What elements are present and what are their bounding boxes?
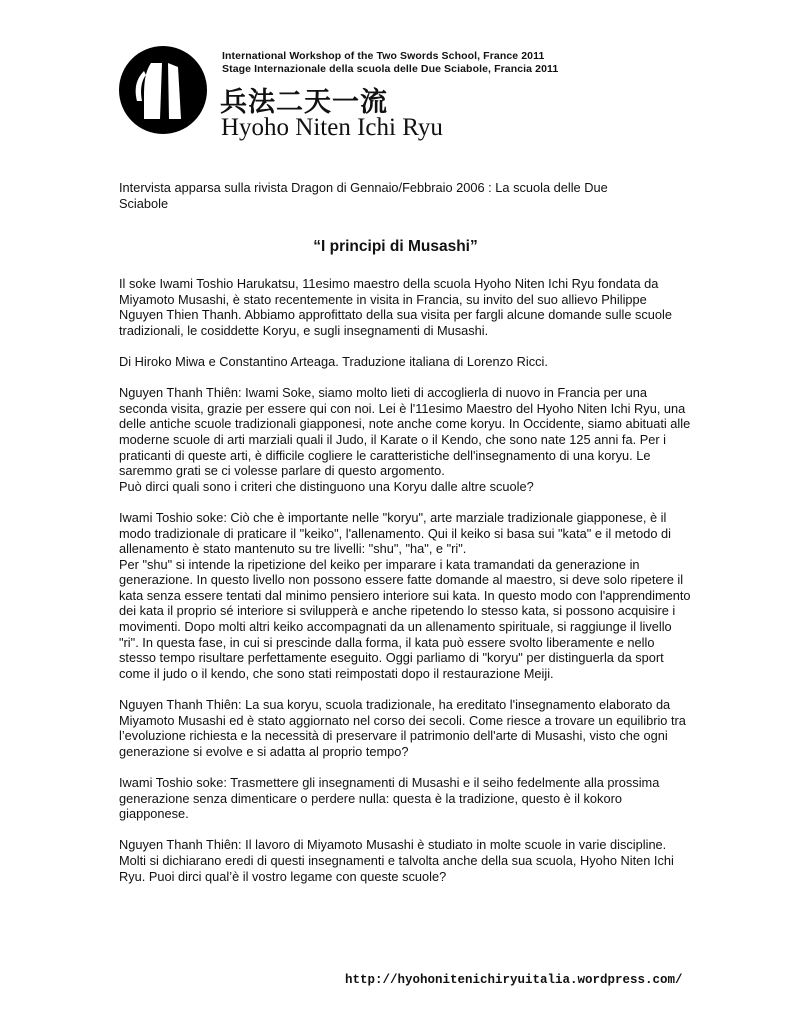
school-kanji: 兵法二天一流 bbox=[220, 87, 388, 118]
article-body bbox=[119, 276, 691, 900]
school-emblem-icon bbox=[118, 45, 208, 135]
paragraph: Nguyen Thanh Thiên: Iwami Soke, siamo molto lieti di accoglierla di nuovo in Francia per una seconda visita, grazie per essere qui con noi. Lei è l'11esimo Maestro del Hyoho Niten Ichi Ryu, una delle antiche scuole tradizionali giapponesi, note anche come koryu. In Occidente, siamo abituati alle moderne scuole di arti marziali quali il Judo, il Karate o il Kendo, che sono nate 125 anni fa. Per i praticanti di queste arti, è difficile cogliere le caratteristiche dell'insegnamento di una koryu. Le saremmo grati se ci volesse parlare di questo argomento. Può dirci quali sono i criteri che distinguono una Koryu dalle altre scuole? bbox=[119, 385, 691, 494]
article-title: “I principi di Musashi” bbox=[313, 238, 478, 255]
paragraph: Nguyen Thanh Thiên: La sua koryu, scuola tradizionale, ha ereditato l'insegnamento elaborato da Miyamoto Musashi ed è stato aggiornato nel corso dei secoli. Come riesce a trovare un equilibrio tra l’evoluzione richiesta e la necessità di preservare il patrimonio dell'arte di Musashi, visto che ogni generazione si evolve e si adatta al proprio tempo? bbox=[119, 697, 686, 759]
intro-text: Intervista apparsa sulla rivista Dragon di Gennaio/Febbraio 2006 : La scuola delle Due Sciabole bbox=[119, 180, 608, 211]
footer-url[interactable]: http://hyohonitenichiryuitalia.wordpress.com/ bbox=[345, 973, 683, 987]
paragraph: Il soke Iwami Toshio Harukatsu, 11esimo maestro della scuola Hyoho Niten Ichi Ryu fondata da Miyamoto Musashi, è stato recentemente in visita in Francia, su invito del suo allievo Philippe Nguyen Thien Thanh. Abbiamo approfittato della sua visita per fargli alcune domande sulle scuole tradizionali, le cosiddette Koryu, e sugli insegnamenti di Musashi. bbox=[119, 276, 672, 338]
school-name: Hyoho Niten Ichi Ryu bbox=[221, 114, 443, 141]
header-line-english: International Workshop of the Two Swords School, France 2011 bbox=[222, 50, 545, 62]
paragraph: Iwami Toshio soke: Trasmettere gli insegnamenti di Musashi e il seiho fedelmente alla prossima generazione senza dimenticare o perdere nulla: questa è la tradizione, questo è il kokoro giapponese. bbox=[119, 775, 660, 822]
paragraph: Di Hiroko Miwa e Constantino Arteaga. Traduzione italiana di Lorenzo Ricci. bbox=[119, 353, 548, 369]
paragraph: Iwami Toshio soke: Ciò che è importante nelle "koryu", arte marziale tradizionale giapponese, è il modo tradizionale di praticare il "keiko", l'allenamento. Qui il keiko si basa sui "kata" e il metodo di allenamento è stato mantenuto su tre livelli: "shu", "ha", e "ri". Per "shu" si intende la ripetizione del keiko per imparare i kata tramandati da generazione in generazione. In questo livello non possono essere fatte domande al maestro, si deve solo ripetere il kata senza essere tentati dal minimo pensiero interiore sui kata. In questo modo con l'apprendimento dei kata il proprio sé interiore si svilupperà e anche ripetendo lo stesso kata, si possono acquisire i movimenti. Dopo molti altri keiko accompagnati da un allenamento spirituale, si raggiunge il livello "ri". In questa fase, in cui si prescinde dalla forma, il kata può essere svolto liberamente e nello stesso tempo risultare perfettamente eseguito. Oggi parliamo di "koryu" per distinguerla da sport come il judo o il kendo, che sono stati reimpostati dopo il restaurazione Meiji. bbox=[119, 509, 691, 681]
paragraph: Nguyen Thanh Thiên: Il lavoro di Miyamoto Musashi è studiato in molte scuole in varie discipline. Molti si dichiarano eredi di questi insegnamenti e talvolta anche della sua scuola, Hyoho Niten Ichi Ryu. Puoi dirci qual’è il vostro legame con queste scuole? bbox=[119, 837, 674, 884]
header-line-italian: Stage Internazionale della scuola delle Due Sciabole, Francia 2011 bbox=[222, 63, 559, 75]
